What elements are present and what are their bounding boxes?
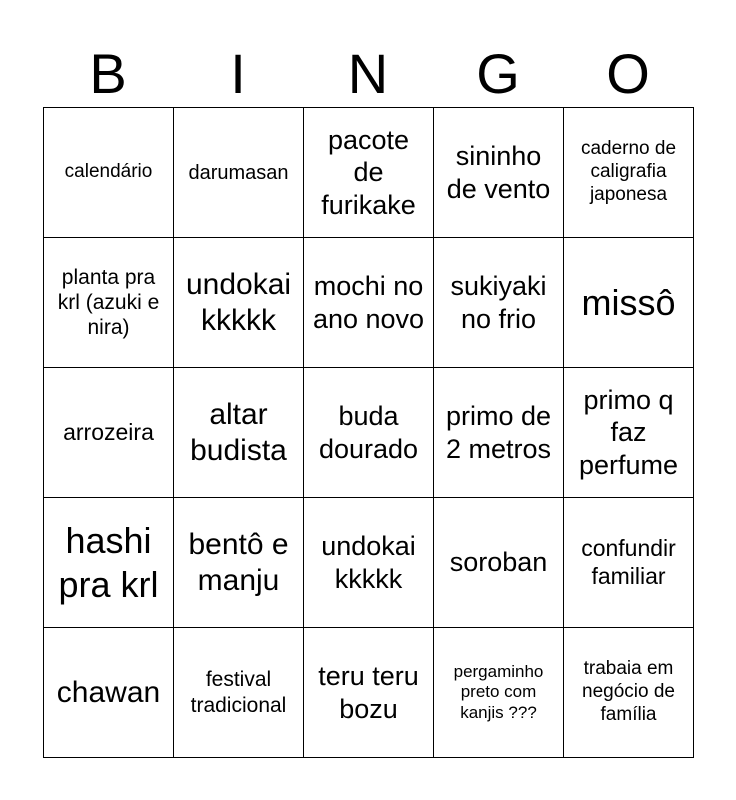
header-letter-i: I bbox=[230, 41, 246, 105]
header-letter-n: N bbox=[347, 41, 389, 105]
bingo-cell[interactable]: pacote de furikake bbox=[304, 108, 434, 238]
bingo-cell[interactable]: undokai kkkkk bbox=[304, 498, 434, 628]
bingo-cell[interactable]: planta pra krl (azuki e nira) bbox=[44, 238, 174, 368]
board-row bbox=[44, 108, 694, 238]
bingo-cell[interactable]: confundir familiar bbox=[564, 498, 694, 628]
bingo-cell[interactable]: mochi no ano novo bbox=[304, 238, 434, 368]
bingo-cell[interactable]: sukiyaki no frio bbox=[434, 238, 564, 368]
bingo-cell[interactable]: chawan bbox=[44, 628, 174, 758]
board-row bbox=[44, 498, 694, 628]
board-row bbox=[44, 238, 694, 368]
bingo-cell[interactable]: altar budista bbox=[174, 368, 304, 498]
bingo-cell[interactable]: bentô e manju bbox=[174, 498, 304, 628]
bingo-cell[interactable]: trabaia em negócio de família bbox=[564, 628, 694, 758]
bingo-cell[interactable]: festival tradicional bbox=[174, 628, 304, 758]
header-letter-o: O bbox=[606, 41, 650, 105]
bingo-cell[interactable]: primo q faz perfume bbox=[564, 368, 694, 498]
bingo-cell[interactable]: pergaminho preto com kanjis ??? bbox=[434, 628, 564, 758]
bingo-cell[interactable]: teru teru bozu bbox=[304, 628, 434, 758]
bingo-cell[interactable]: undokai kkkkk bbox=[174, 238, 304, 368]
header-letter-g: G bbox=[476, 41, 520, 105]
bingo-board bbox=[43, 107, 694, 758]
bingo-cell[interactable]: buda dourado bbox=[304, 368, 434, 498]
board-row bbox=[44, 628, 694, 758]
bingo-cell[interactable]: soroban bbox=[434, 498, 564, 628]
header-letter-b: B bbox=[89, 41, 127, 105]
bingo-cell[interactable]: missô bbox=[564, 238, 694, 368]
bingo-cell[interactable]: calendário bbox=[44, 108, 174, 238]
bingo-header bbox=[43, 38, 693, 108]
bingo-cell[interactable]: arrozeira bbox=[44, 368, 174, 498]
bingo-cell[interactable]: darumasan bbox=[174, 108, 304, 238]
board-row bbox=[44, 368, 694, 498]
bingo-cell[interactable]: sininho de vento bbox=[434, 108, 564, 238]
bingo-cell[interactable]: hashi pra krl bbox=[44, 498, 174, 628]
bingo-cell[interactable]: primo de 2 metros bbox=[434, 368, 564, 498]
bingo-cell[interactable]: caderno de caligrafia japonesa bbox=[564, 108, 694, 238]
